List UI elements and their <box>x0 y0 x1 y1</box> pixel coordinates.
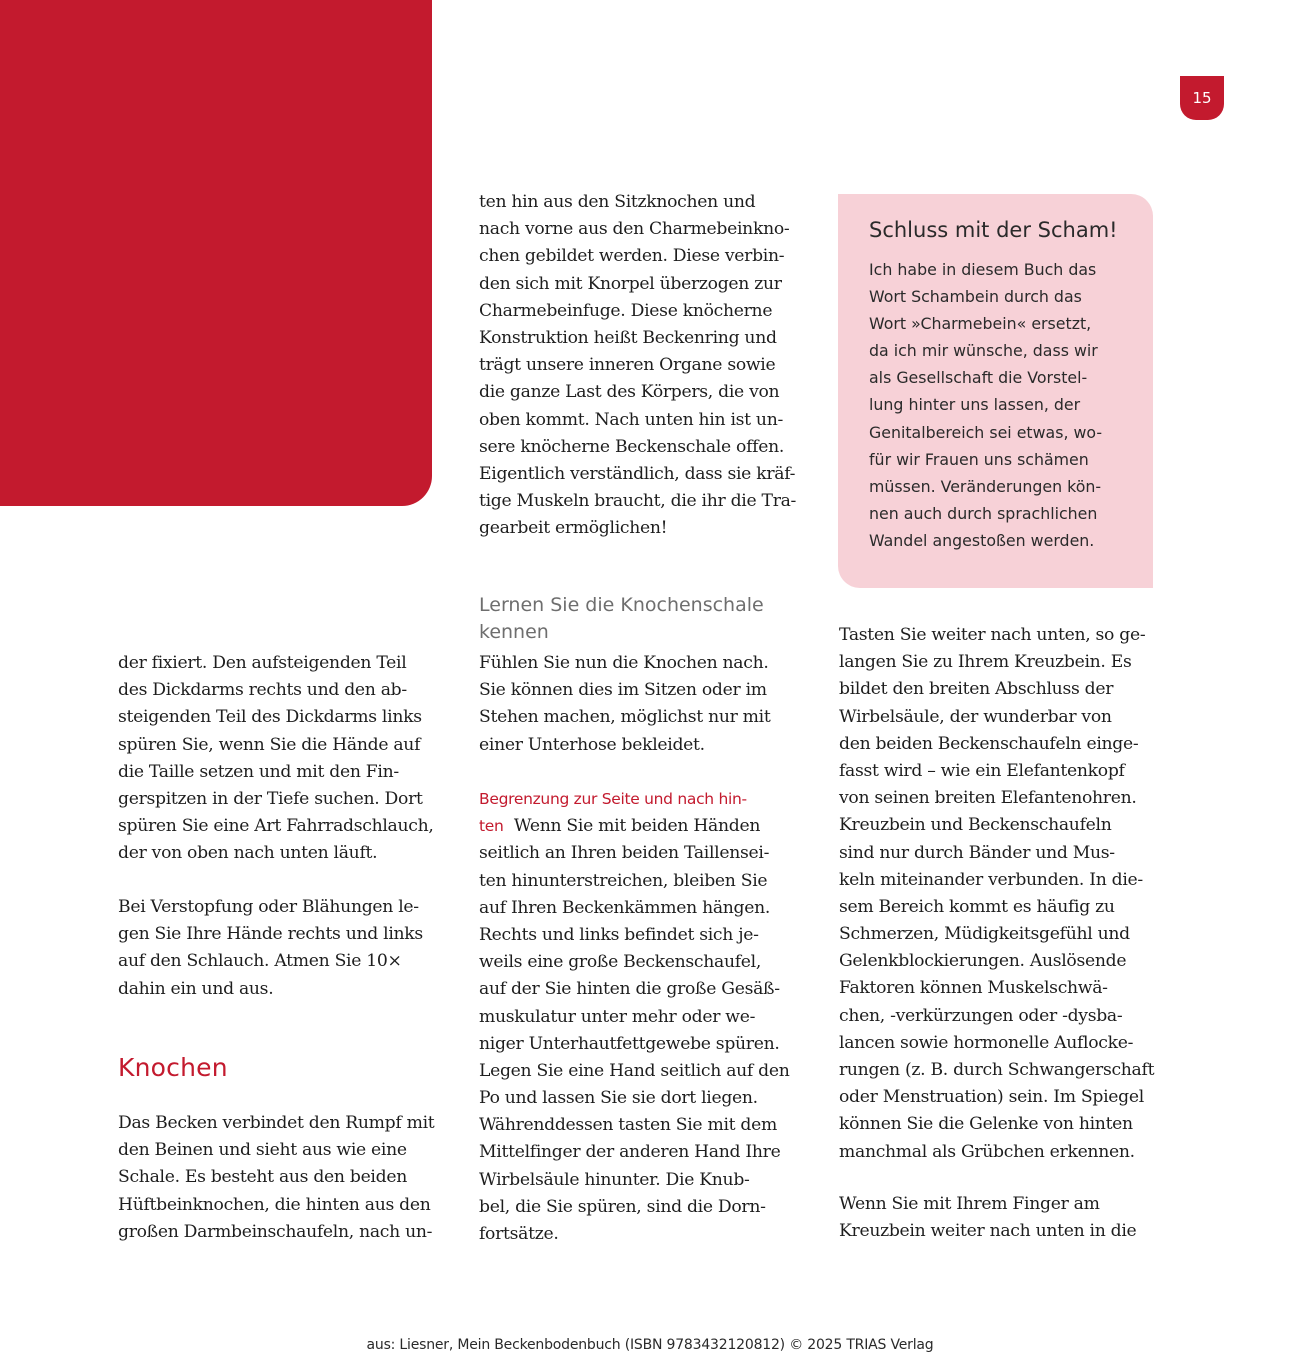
text-line: trägt unsere inneren Organe sowie <box>479 355 776 376</box>
text-line: bel, die Sie spüren, sind die Dorn- <box>479 1196 766 1217</box>
text-line: von seinen breiten Elefantenohren. <box>839 788 1137 809</box>
text-line: gen Sie Ihre Hände rechts und links <box>118 924 423 945</box>
text-line: müssen. Veränderungen kön- <box>869 476 1102 496</box>
col1-paragraph-3 <box>118 1110 434 1246</box>
text-line: einer Unterhose bekleidet. <box>479 734 705 755</box>
infobox-text <box>869 256 1102 554</box>
text-line: spüren Sie, wenn Sie die Hände auf <box>118 734 421 755</box>
text-line: Tasten Sie weiter nach unten, so ge- <box>839 625 1146 645</box>
text-line: rungen (z. B. durch Schwangerschaft <box>839 1060 1155 1080</box>
col1-paragraph-1 <box>118 650 434 868</box>
text-line: der fixiert. Den aufsteigenden Teil <box>118 653 407 673</box>
text-line: Hüftbeinknochen, die hinten aus den <box>118 1194 431 1215</box>
col3-paragraph-1 <box>839 622 1154 1166</box>
text-line: fortsätze. <box>479 1224 559 1244</box>
text-line: Gelenkblockierungen. Auslösende <box>839 951 1127 972</box>
text-line: Konstruktion heißt Beckenring und <box>479 327 777 348</box>
decorative-photo-block <box>0 0 432 506</box>
section-heading-knochen: Knochen <box>118 1053 228 1082</box>
text-line: auf den Schlauch. Atmen Sie 10× <box>118 951 402 972</box>
text-line: für wir Frauen uns schämen <box>869 449 1089 469</box>
text-line: den beiden Beckenschaufeln einge- <box>839 733 1139 754</box>
text-line: die Taille setzen und mit den Fin- <box>118 761 399 782</box>
text-line: Stehen machen, möglichst nur mit <box>479 707 771 728</box>
lead-rest: Wenn Sie mit beiden Händen <box>513 816 761 837</box>
text-line: des Dickdarms rechts und den ab- <box>118 680 407 701</box>
text-line: seitlich an Ihren beiden Taillensei- <box>479 843 770 864</box>
col2-paragraph-1 <box>479 189 796 542</box>
text-line: Schmerzen, Müdigkeitsgefühl und <box>839 924 1130 945</box>
text-line: fasst wird – wie ein Elefantenkopf <box>839 760 1125 781</box>
text-line: der von oben nach unten läuft. <box>118 843 378 864</box>
text-line: lung hinter uns lassen, der <box>869 395 1081 415</box>
text-line: den Beinen und sieht aus wie eine <box>118 1140 407 1161</box>
text-line: auf Ihren Beckenkämmen hängen. <box>479 897 771 918</box>
text-line: sere knöcherne Beckenschale offen. <box>479 436 785 457</box>
text-line: sind nur durch Bänder und Mus- <box>839 842 1115 863</box>
col3-paragraph-2 <box>839 1191 1136 1245</box>
text-line: da ich mir wünsche, dass wir <box>869 341 1098 361</box>
text-line: manchmal als Grübchen erkennen. <box>839 1141 1135 1162</box>
text-line: oben kommt. Nach unten hin ist un- <box>479 409 783 430</box>
text-line: Fühlen Sie nun die Knochen nach. <box>479 653 769 673</box>
text-line: Bei Verstopfung oder Blähungen le- <box>118 897 419 917</box>
text-line: nach vorne aus den Charmebeinkno- <box>479 219 790 240</box>
text-line: bildet den breiten Abschluss der <box>839 679 1114 700</box>
text-line <box>479 813 789 840</box>
text-line: sem Bereich kommt es häufig zu <box>839 896 1115 917</box>
text-line: Wandel angestoßen werden. <box>869 530 1095 550</box>
text-line: den sich mit Knorpel überzogen zur <box>479 273 782 294</box>
text-line: Wirbelsäule hinunter. Die Knub- <box>479 1169 750 1190</box>
text-line: niger Unterhautfettgewebe spüren. <box>479 1033 780 1054</box>
text-line: ten hin aus den Sitzknochen und <box>479 192 756 212</box>
text-line: tige Muskeln braucht, die ihr die Tra- <box>479 491 797 512</box>
text-line: Eigentlich verständlich, dass sie kräf- <box>479 463 796 484</box>
text-line: Währenddessen tasten Sie mit dem <box>479 1115 777 1136</box>
text-line: spüren Sie eine Art Fahrradschlauch, <box>118 816 434 837</box>
subheading-line: Lernen Sie die Knochenschale <box>479 594 764 616</box>
col2-paragraph-3 <box>479 786 789 1248</box>
text-line: Charmebeinfuge. Diese knöcherne <box>479 300 773 321</box>
text-line: auf der Sie hinten die große Gesäß- <box>479 979 780 1000</box>
text-line: als Gesellschaft die Vorstel- <box>869 368 1088 388</box>
lead-label: Begrenzung zur Seite und nach hin- <box>479 790 747 808</box>
text-line: Faktoren können Muskelschwä- <box>839 978 1108 999</box>
text-line: weils eine große Beckenschaufel, <box>479 952 762 973</box>
text-line: gerspitzen in der Tiefe suchen. Dort <box>118 788 423 809</box>
text-line: keln miteinander verbunden. In die- <box>839 869 1143 890</box>
footer-citation: aus: Liesner, Mein Beckenbodenbuch (ISBN 9783432120812) © 2025 TRIAS Verlag <box>366 1337 934 1353</box>
subheading-knochenschale <box>479 592 764 646</box>
text-line: muskulatur unter mehr oder we- <box>479 1006 756 1027</box>
text-line: Mittelfinger der anderen Hand Ihre <box>479 1142 781 1163</box>
text-line: Rechts und links befindet sich je- <box>479 924 759 945</box>
text-line: oder Menstruation) sein. Im Spiegel <box>839 1087 1144 1108</box>
text-line: Das Becken verbindet den Rumpf mit <box>118 1113 435 1133</box>
text-line: chen gebildet werden. Diese verbin- <box>479 246 785 267</box>
col1-paragraph-2 <box>118 894 423 1003</box>
text-line: ten hinunterstreichen, bleiben Sie <box>479 870 768 891</box>
text-line: Wenn Sie mit Ihrem Finger am <box>839 1194 1100 1214</box>
infobox-title: Schluss mit der Scham! <box>869 218 1118 242</box>
text-line: chen, -verkürzungen oder -dysba- <box>839 1005 1123 1026</box>
text-line: dahin ein und aus. <box>118 978 274 999</box>
text-line: Ich habe in diesem Buch das <box>869 260 1097 279</box>
subheading-line: kennen <box>479 621 549 643</box>
text-line: können Sie die Gelenke von hinten <box>839 1114 1133 1135</box>
text-line: Po und lassen Sie sie dort liegen. <box>479 1088 758 1109</box>
text-line: lancen sowie hormonelle Auflocke- <box>839 1032 1134 1053</box>
text-line: großen Darmbeinschaufeln, nach un- <box>118 1221 433 1242</box>
text-line: die ganze Last des Körpers, die von <box>479 382 780 403</box>
col2-paragraph-2 <box>479 650 770 759</box>
page-number: 15 <box>1180 76 1224 120</box>
text-line: nen auch durch sprachlichen <box>869 503 1098 523</box>
text-line: Kreuzbein weiter nach unten in die <box>839 1221 1137 1242</box>
text-line: gearbeit ermöglichen! <box>479 518 668 539</box>
text-line: steigenden Teil des Dickdarms links <box>118 707 422 728</box>
lead-label-end: ten <box>479 817 504 836</box>
text-line: Kreuzbein und Beckenschaufeln <box>839 815 1112 836</box>
text-line: Schale. Es besteht aus den beiden <box>118 1167 407 1188</box>
text-line: Wort »Charmebein« ersetzt, <box>869 314 1092 334</box>
infobox <box>838 194 1153 588</box>
text-line: Legen Sie eine Hand seitlich auf den <box>479 1060 790 1081</box>
text-line: Wort Schambein durch das <box>869 287 1082 307</box>
text-line: langen Sie zu Ihrem Kreuzbein. Es <box>839 652 1132 673</box>
text-line: Genitalbereich sei etwas, wo- <box>869 422 1103 442</box>
text-line: Sie können dies im Sitzen oder im <box>479 680 767 701</box>
text-line: Wirbelsäule, der wunderbar von <box>839 706 1112 727</box>
